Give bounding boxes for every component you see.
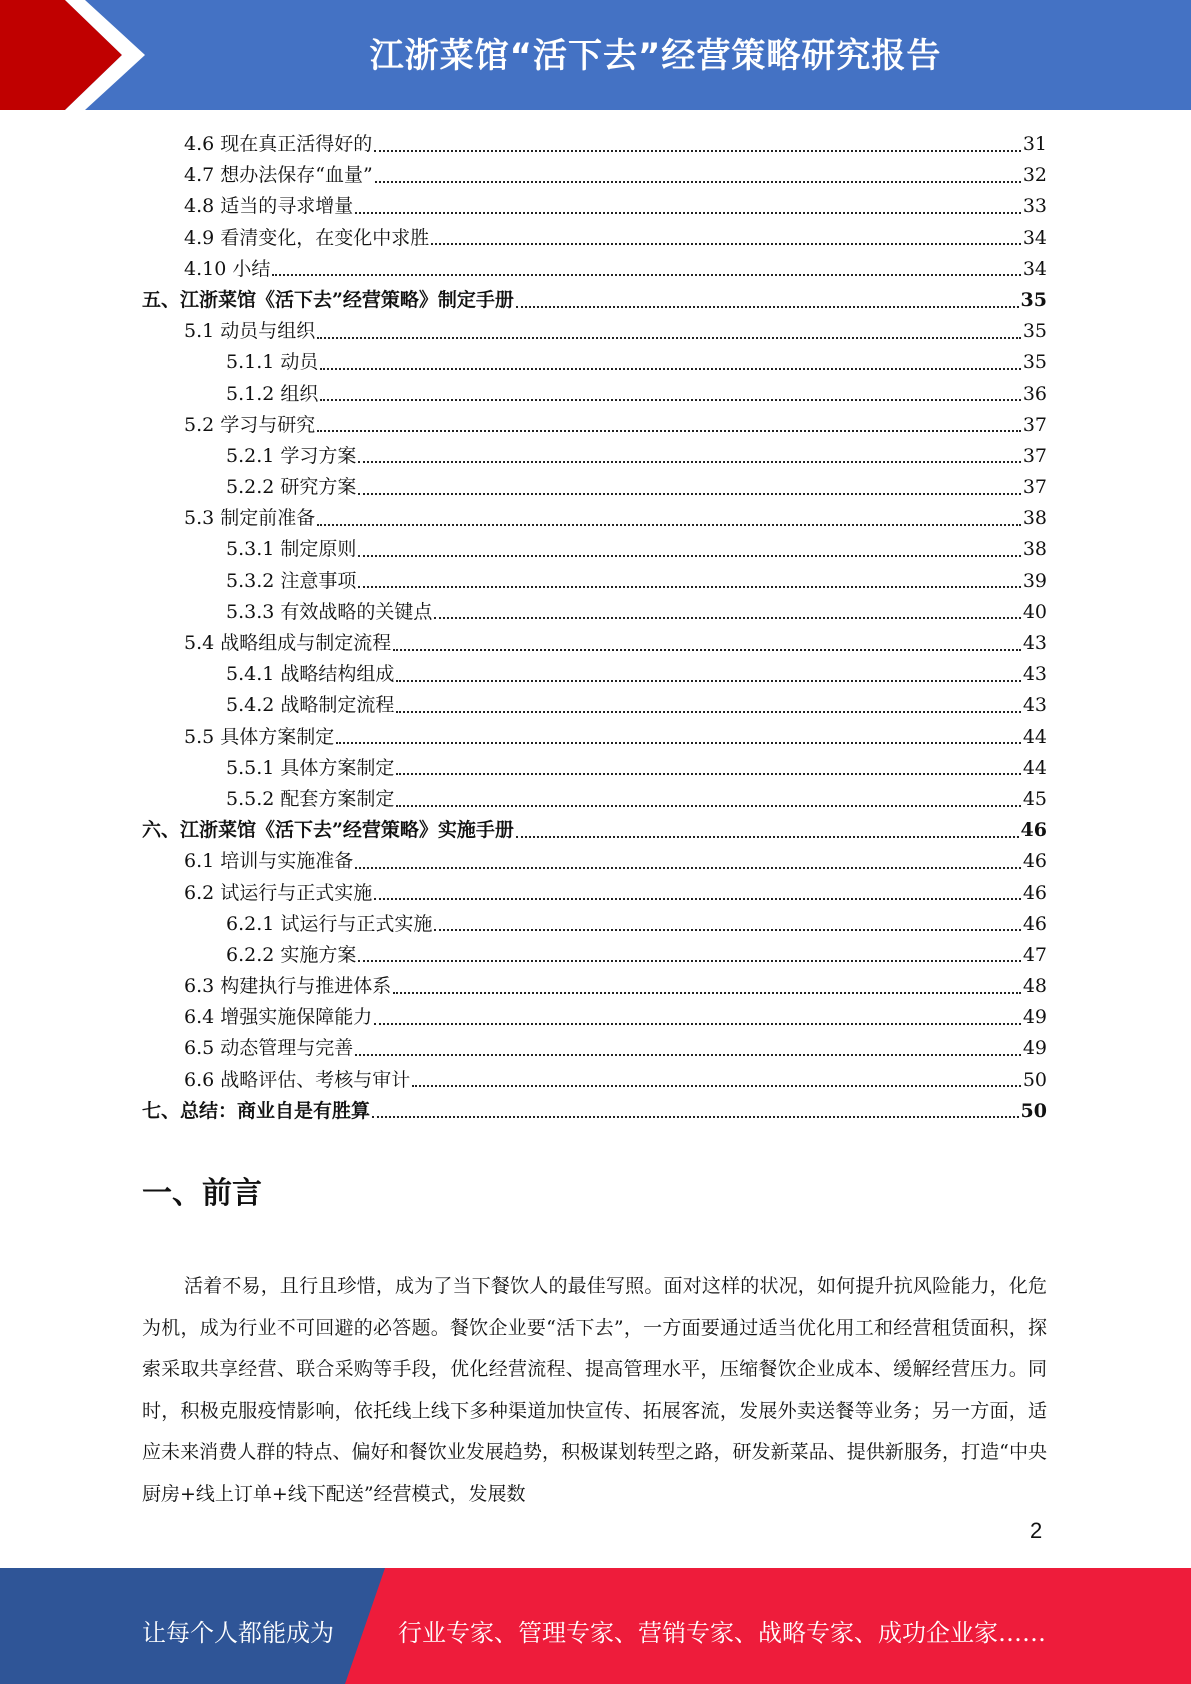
toc-entry-page: 43 <box>1022 694 1047 717</box>
toc-dot-leader <box>355 867 1021 869</box>
toc-dot-leader <box>434 617 1020 619</box>
toc-entry[interactable] <box>142 441 1047 472</box>
toc-entry-label: 6.1 培训与实施准备 <box>184 850 354 873</box>
toc-entry-label: 6.5 动态管理与完善 <box>184 1037 354 1060</box>
toc-entry-page: 45 <box>1022 787 1047 810</box>
toc-entry[interactable] <box>142 347 1047 378</box>
toc-dot-leader <box>374 1023 1021 1025</box>
toc-entry-label: 5.4.2 战略制定流程 <box>226 694 395 717</box>
toc-entry-page: 37 <box>1022 476 1047 499</box>
toc-entry-page: 31 <box>1022 133 1047 155</box>
toc-entry-label: 5.1 动员与组织 <box>184 320 316 343</box>
toc-entry[interactable] <box>142 503 1047 534</box>
toc-entry-label: 5.2.2 研究方案 <box>226 476 357 499</box>
toc-entry-page: 48 <box>1022 975 1047 998</box>
toc-dot-leader <box>358 461 1020 463</box>
toc-entry[interactable] <box>142 846 1047 877</box>
toc-entry[interactable] <box>142 316 1047 347</box>
toc-entry-label: 七、总结：商业自是有胜算 <box>142 1099 371 1122</box>
toc-entry-label: 六、江浙菜馆《活下去”经营策略》实施手册 <box>142 819 514 842</box>
toc-entry-page: 46 <box>1022 881 1047 904</box>
toc-dot-leader <box>358 586 1020 588</box>
toc-dot-leader <box>431 243 1021 245</box>
toc-entry-page: 35 <box>1022 351 1047 374</box>
toc-entry-page: 47 <box>1022 943 1047 966</box>
toc-entry-label: 6.6 战略评估、考核与审计 <box>184 1068 411 1091</box>
report-title: 江浙菜馆“活下去”经营策略研究报告 <box>369 36 942 76</box>
toc-entry-page: 50 <box>1022 1068 1047 1091</box>
toc-entry-label: 6.3 构建执行与推进体系 <box>184 975 392 998</box>
toc-entry-label: 5.2 学习与研究 <box>184 413 316 436</box>
toc-entry-label: 5.1.2 组织 <box>226 382 319 405</box>
toc-dot-leader <box>358 960 1020 962</box>
toc-dot-leader <box>317 337 1021 339</box>
toc-entry-label: 4.7 想办法保存“血量” <box>184 164 373 187</box>
toc-entry-page: 39 <box>1022 569 1047 592</box>
toc-entry-page: 33 <box>1022 195 1047 218</box>
toc-dot-leader <box>393 992 1021 994</box>
toc-entry-page: 46 <box>1022 912 1047 935</box>
toc-entry-label: 5.3.2 注意事项 <box>226 569 357 592</box>
toc-entry-label: 5.4.1 战略结构组成 <box>226 663 395 686</box>
toc-entry-page: 38 <box>1022 507 1047 530</box>
toc-entry-label: 6.2 试运行与正式实施 <box>184 881 373 904</box>
toc-entry[interactable] <box>142 472 1047 503</box>
toc-dot-leader <box>434 929 1020 931</box>
toc-entry[interactable] <box>142 909 1047 940</box>
toc-entry[interactable] <box>142 379 1047 410</box>
toc-dot-leader <box>516 836 1019 838</box>
toc-entry-label: 5.1.1 动员 <box>226 351 319 374</box>
toc-entry[interactable] <box>142 534 1047 565</box>
toc-entry[interactable] <box>142 1096 1047 1127</box>
toc-entry-page: 43 <box>1022 632 1047 654</box>
toc-dot-leader <box>516 306 1019 308</box>
toc-entry-label: 6.2.2 实施方案 <box>226 943 357 966</box>
toc-dot-leader <box>320 368 1020 370</box>
toc-entry-page: 46 <box>1022 850 1047 873</box>
toc-dot-leader <box>396 680 1020 682</box>
toc-entry[interactable] <box>142 971 1047 1002</box>
toc-entry-label: 5.3.1 制定原则 <box>226 538 357 561</box>
toc-entry-page: 46 <box>1020 819 1047 842</box>
toc-entry-page: 34 <box>1022 226 1047 249</box>
toc-dot-leader <box>396 711 1020 713</box>
toc-entry-label: 五、江浙菜馆《活下去”经营策略》制定手册 <box>142 288 514 311</box>
toc-entry-page: 34 <box>1022 257 1047 280</box>
toc-entry-page: 49 <box>1022 1006 1047 1029</box>
toc-dot-leader <box>372 1116 1019 1118</box>
toc-entry-page: 37 <box>1022 413 1047 436</box>
toc-dot-leader <box>355 212 1021 214</box>
toc-entry-page: 43 <box>1022 663 1047 686</box>
toc-entry[interactable] <box>142 1002 1047 1033</box>
toc-entry-label: 4.9 看清变化，在变化中求胜 <box>184 226 430 249</box>
toc-dot-leader <box>375 181 1021 183</box>
toc-dot-leader <box>393 649 1021 651</box>
page-number: 2 <box>1030 1518 1043 1543</box>
toc-entry[interactable] <box>142 815 1047 846</box>
toc-dot-leader <box>336 742 1021 744</box>
toc-entry-label: 5.5.1 具体方案制定 <box>226 756 395 779</box>
toc-dot-leader <box>355 1054 1021 1056</box>
toc-dot-leader <box>272 274 1020 276</box>
toc-entry[interactable] <box>142 722 1047 753</box>
toc-entry-page: 44 <box>1022 725 1047 748</box>
toc-entry-page: 35 <box>1022 320 1047 343</box>
toc-entry[interactable] <box>142 410 1047 441</box>
toc-dot-leader <box>374 898 1021 900</box>
toc-entry[interactable] <box>142 753 1047 784</box>
toc-entry-label: 5.5 具体方案制定 <box>184 725 335 748</box>
toc-entry[interactable] <box>142 1065 1047 1096</box>
toc-entry[interactable] <box>142 878 1047 909</box>
toc-entry-page: 38 <box>1022 538 1047 561</box>
toc-entry-page: 40 <box>1022 600 1047 623</box>
toc-entry[interactable] <box>142 566 1047 597</box>
toc-entry-label: 4.6 现在真正活得好的 <box>184 133 373 155</box>
toc-entry[interactable] <box>142 191 1047 222</box>
toc-dot-leader <box>317 430 1021 432</box>
toc-dot-leader <box>358 555 1020 557</box>
toc-entry[interactable] <box>142 784 1047 815</box>
toc-entry-label: 6.2.1 试运行与正式实施 <box>226 912 433 935</box>
toc-entry[interactable] <box>142 628 1047 659</box>
toc-entry-page: 37 <box>1022 444 1047 467</box>
footer-slogan-right: 行业专家、管理专家、营销专家、战略专家、成功企业家…… <box>398 1619 1046 1647</box>
toc-entry[interactable] <box>142 254 1047 285</box>
toc-entry[interactable] <box>142 160 1047 191</box>
toc-entry-page: 32 <box>1022 164 1047 187</box>
toc-entry[interactable] <box>142 690 1047 721</box>
toc-entry[interactable] <box>142 285 1047 316</box>
page-footer <box>0 1568 1191 1684</box>
toc-entry-label: 5.4 战略组成与制定流程 <box>184 632 392 654</box>
page-header <box>0 0 1191 110</box>
toc-entry[interactable] <box>142 223 1047 254</box>
toc-entry-page: 35 <box>1020 288 1047 311</box>
toc-entry-label: 4.10 小结 <box>184 257 271 280</box>
toc-dot-leader <box>374 150 1021 152</box>
body-paragraph: 活着不易，且行且珍惜，成为了当下餐饮人的最佳写照。面对这样的状况，如何提升抗风险能力，化危为机，成为行业不可回避的必答题。餐饮企业要“活下去”，一方面要通过适当优化用工和经营租赁面积，探索采取共享经营、联合采购等手段，优化经营流程、提高管理水平，压缩餐饮企业成本、缓解经营压力。同时，积极克服疫情影响，依托线上线下多种渠道加快宣传、拓展客流，发展外卖送餐等业务；另一方面，适应未来消费人群的特点、偏好和餐饮业发展趋势，积极谋划转型之路，研发新菜品、提供新服务，打造“中央厨房+线上订单+线下配送”经营模式，发展数 <box>142 1275 1047 1505</box>
toc-entry-label: 5.3.3 有效战略的关键点 <box>226 600 433 623</box>
toc-dot-leader <box>412 1085 1021 1087</box>
toc-entry[interactable] <box>142 1033 1047 1064</box>
toc-entry[interactable] <box>142 940 1047 971</box>
toc-dot-leader <box>358 493 1020 495</box>
toc-entry[interactable] <box>142 659 1047 690</box>
toc-entry-label: 5.5.2 配套方案制定 <box>226 787 395 810</box>
toc-entry-page: 50 <box>1020 1099 1047 1122</box>
toc-dot-leader <box>396 805 1020 807</box>
toc-entry-label: 6.4 增强实施保障能力 <box>184 1006 373 1029</box>
toc-entry-page: 36 <box>1022 382 1047 405</box>
toc-entry[interactable] <box>142 597 1047 628</box>
toc-entry-page: 44 <box>1022 756 1047 779</box>
toc-dot-leader <box>317 524 1021 526</box>
footer-slogan-left: 让每个人都能成为 <box>142 1619 334 1647</box>
toc-entry-label: 5.2.1 学习方案 <box>226 444 357 467</box>
toc-entry-page: 49 <box>1022 1037 1047 1060</box>
toc-entry[interactable] <box>142 129 1047 160</box>
table-of-contents <box>142 129 1047 1127</box>
toc-entry-label: 4.8 适当的寻求增量 <box>184 195 354 218</box>
toc-entry-label: 5.3 制定前准备 <box>184 507 316 530</box>
toc-dot-leader <box>396 773 1020 775</box>
toc-dot-leader <box>320 399 1020 401</box>
section-heading: 一、前言 <box>142 1176 262 1211</box>
